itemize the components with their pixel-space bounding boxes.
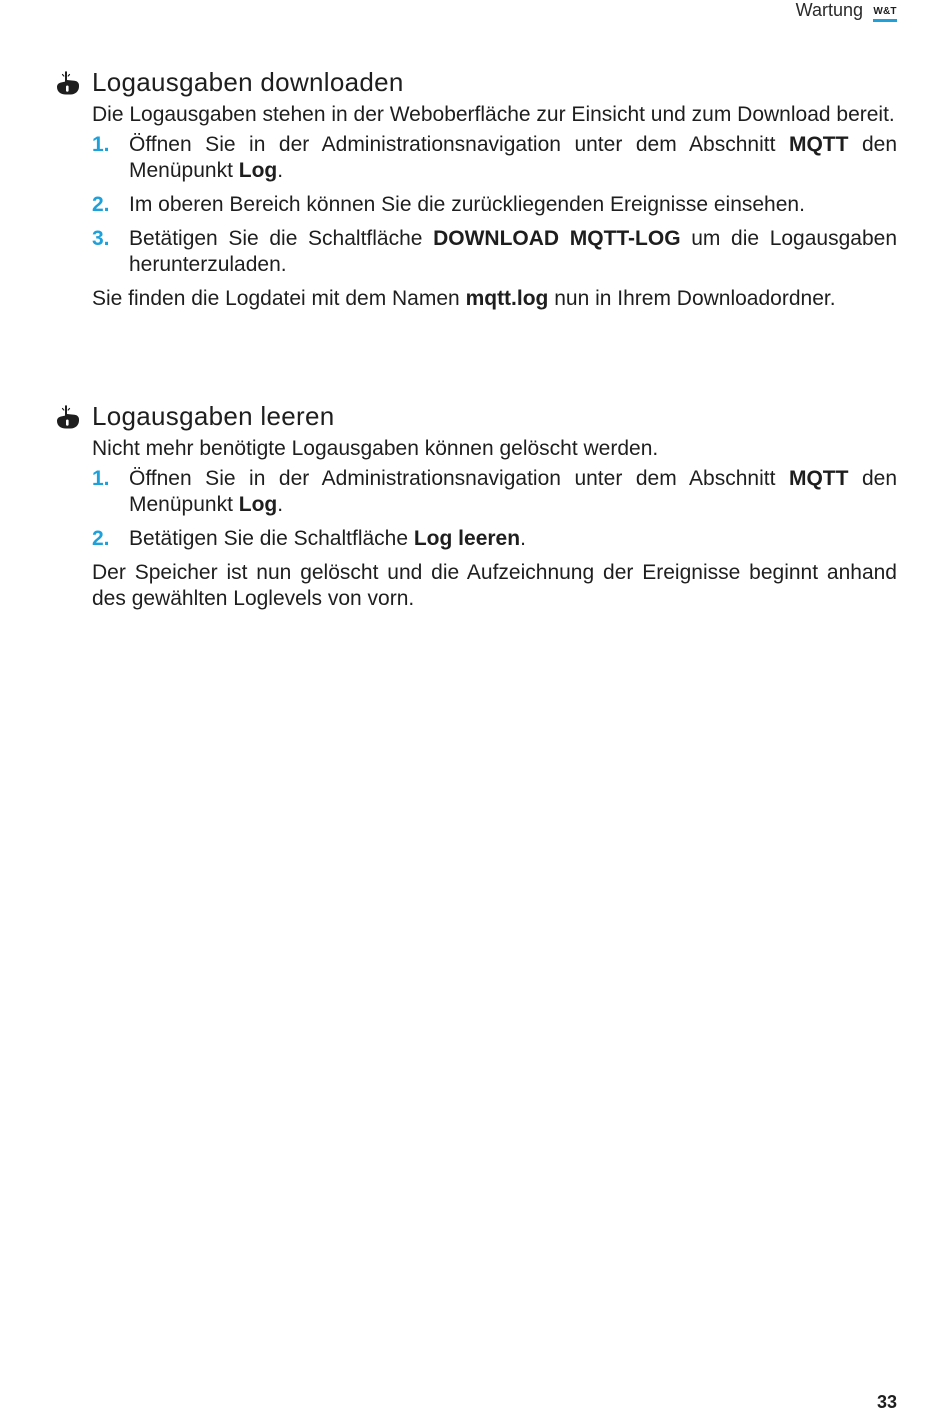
step-list [92,466,897,552]
step-text: Betätigen Sie die Schaltfläche Log leeren. [129,527,526,550]
list-item [92,192,897,218]
list-item [92,466,897,518]
step-number: 2. [92,193,110,216]
section-intro: Die Logausgaben stehen in der Weboberfläche zur Einsicht und zum Download bereit. [92,103,895,126]
hand-pointer-icon [55,70,81,96]
section-heading [55,66,897,98]
brand-logo-bar [873,19,897,22]
brand-logo-text: W&T [873,6,897,17]
section-clear-logs [55,400,897,612]
step-text: Betätigen Sie die Schaltfläche DOWNLOAD MQTT-LOG um die Logausgaben herunterzuladen. [129,227,897,276]
page-header [796,0,897,24]
step-list [92,132,897,278]
section-title: Logausgaben downloaden [92,67,404,97]
section-result: Der Speicher ist nun gelöscht und die Aufzeichnung der Ereignisse beginnt anhand des gewählten Loglevels von vorn. [92,561,897,610]
page-number: 33 [876,1392,897,1412]
chapter-title: Wartung [795,0,863,20]
list-item [92,132,897,184]
section-heading [55,400,897,432]
step-text: Öffnen Sie in der Administrationsnavigation unter dem Abschnitt MQTT den Menüpunkt Log. [129,133,897,182]
brand-logo [873,7,897,22]
section-download-logs [55,66,897,312]
step-text: Öffnen Sie in der Administrationsnavigation unter dem Abschnitt MQTT den Menüpunkt Log. [129,467,897,516]
step-text: Im oberen Bereich können Sie die zurückliegenden Ereignisse einsehen. [129,193,805,216]
list-item [92,526,897,552]
hand-pointer-icon [55,404,81,430]
step-number: 2. [92,527,110,550]
step-number: 3. [92,227,110,250]
step-number: 1. [92,467,110,490]
section-intro: Nicht mehr benötigte Logausgaben können gelöscht werden. [92,437,659,460]
section-result: Sie finden die Logdatei mit dem Namen mqtt.log nun in Ihrem Downloadordner. [92,287,836,310]
section-title: Logausgaben leeren [92,401,335,431]
list-item [92,226,897,278]
step-number: 1. [92,133,110,156]
